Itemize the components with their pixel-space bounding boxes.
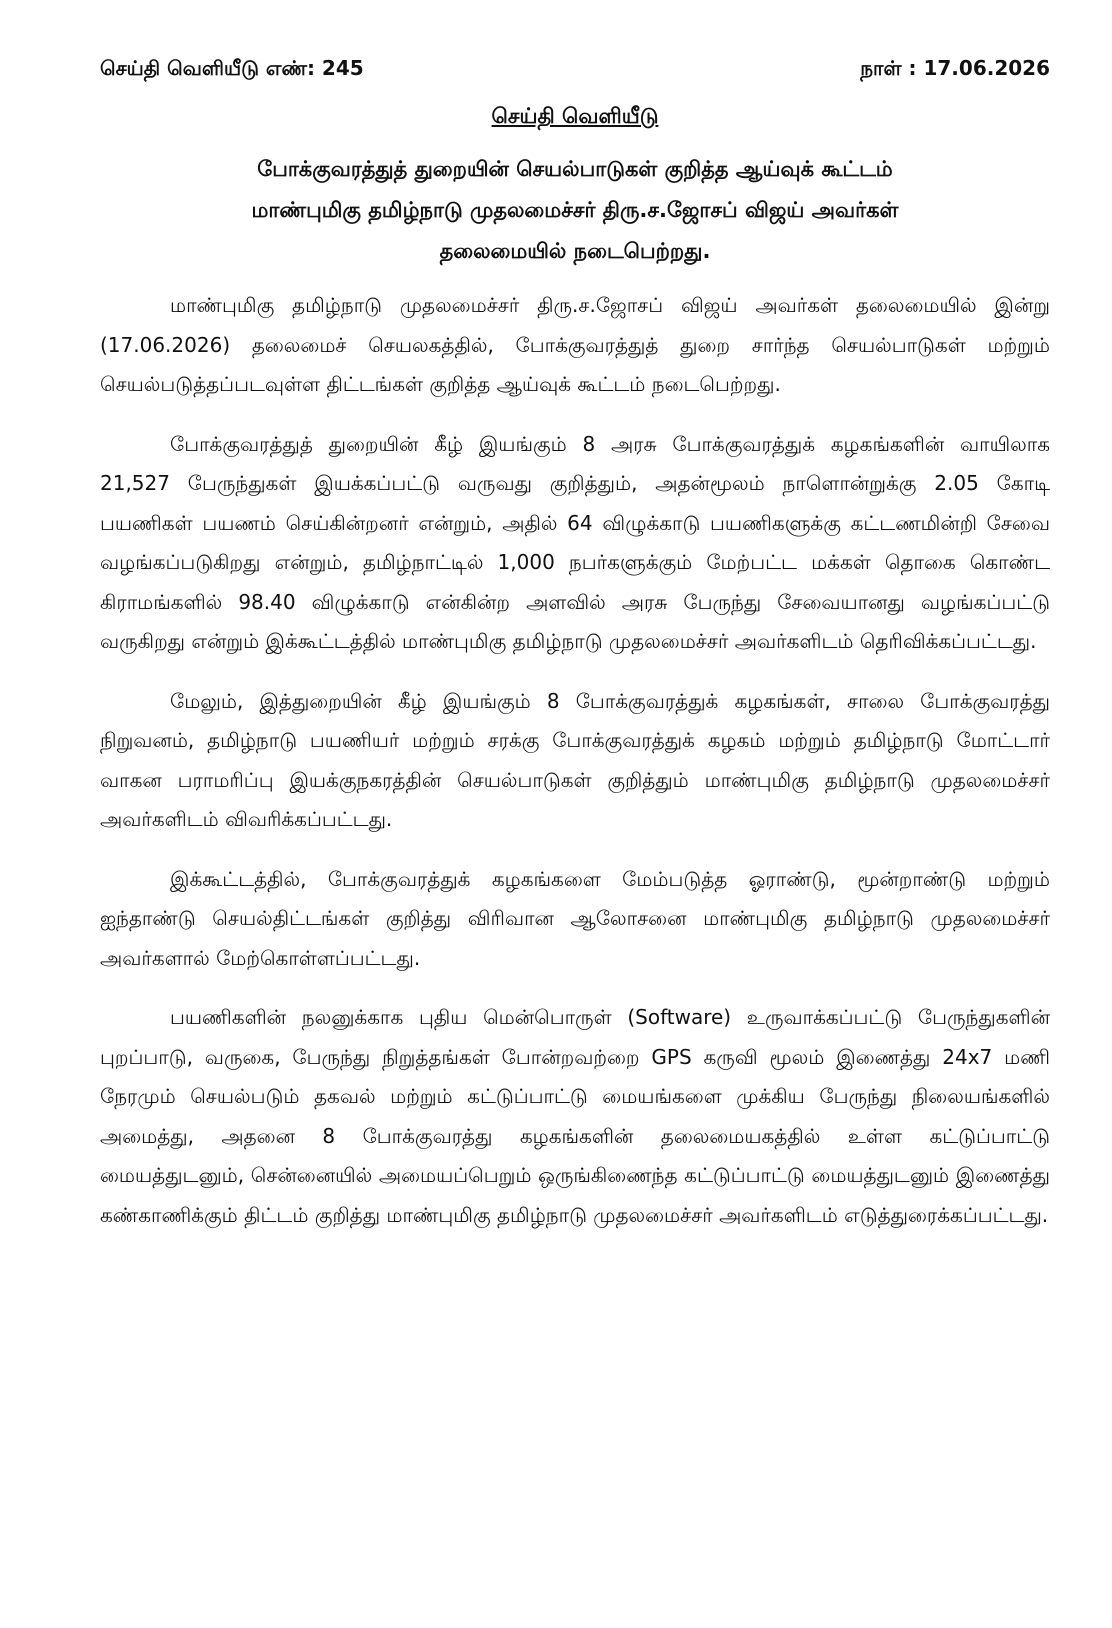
title-line: தலைமையில் நடைபெற்றது. bbox=[439, 239, 711, 263]
body-paragraph: மேலும், இத்துறையின் கீழ் இயங்கும் 8 போக்குவரத்துக் கழகங்கள், சாலை போக்குவரத்து நிறுவனம், தமிழ்நாடு பயணியர் மற்றும் சரக்கு போக்குவரத்துக் கழகம் மற்றும் தமிழ்நாடு மோட்டார் வாகன பராமரிப்பு இயக்குநகரத்தின் செயல்பாடுகள் குறித்தும் மாண்புமிகு தமிழ்நாடு முதலமைச்சர் அவர்களிடம் விவரிக்கப்பட்டது. bbox=[100, 688, 1050, 831]
title-line: போக்குவரத்துத் துறையின் செயல்பாடுகள் குறித்த ஆய்வுக் கூட்டம் bbox=[257, 157, 893, 181]
body-paragraph: பயணிகளின் நலனுக்காக புதிய மென்பொருள் (Software) உருவாக்கப்பட்டு பேருந்துகளின் புறப்பாடு, வருகை, பேருந்து நிறுத்தங்கள் போன்றவற்றை GPS கருவி மூலம் இணைத்து 24x7 மணி நேரமும் செயல்படும் தகவல் மற்றும் கட்டுப்பாட்டு மையங்களை முக்கிய பேருந்து நிலையங்களில் அமைத்து, அதனை 8 போக்குவரத்து கழகங்களின் தலைமையகத்தில் உள்ள கட்டுப்பாட்டு மையத்துடனும், சென்னையில் அமையப்பெறும் ஒருங்கிணைந்த கட்டுப்பாட்டு மையத்துடனும் இணைத்து கண்காணிக்கும் திட்டம் குறித்து மாண்புமிகு தமிழ்நாடு முதலமைச்சர் அவர்களிடம் எடுத்துரைக்கப்பட்டது. bbox=[100, 1005, 1050, 1227]
document-title bbox=[100, 149, 1050, 272]
body-paragraph: போக்குவரத்துத் துறையின் கீழ் இயங்கும் 8 அரசு போக்குவரத்துக் கழகங்களின் வாயிலாக 21,527 பேருந்துகள் இயக்கப்பட்டு வருவது குறித்தும், அதன்மூலம் நாளொன்றுக்கு 2.05 கோடி பயணிகள் பயணம் செய்கின்றனர் என்றும், அதில் 64 விழுக்காடு பயணிகளுக்கு கட்டணமின்றி சேவை வழங்கப்படுகிறது என்றும், தமிழ்நாட்டில் 1,000 நபர்களுக்கும் மேற்பட்ட மக்கள் தொகை கொண்ட கிராமங்களில் 98.40 விழுக்காடு என்கின்ற அளவில் அரசு பேருந்து சேவையானது வழங்கப்பட்டு வருகிறது என்றும் இக்கூட்டத்தில் மாண்புமிகு தமிழ்நாடு முதலமைச்சர் அவர்களிடம் தெரிவிக்கப்பட்டது. bbox=[100, 431, 1050, 653]
body-paragraph: மாண்புமிகு தமிழ்நாடு முதலமைச்சர் திரு.ச.ஜோசப் விஜய் அவர்கள் தலைமையில் இன்று (17.06.2026) தலைமைச் செயலகத்தில், போக்குவரத்துத் துறை சார்ந்த செயல்பாடுகள் மற்றும் செயல்படுத்தப்படவுள்ள திட்டங்கள் குறித்த ஆய்வுக் கூட்டம் நடைபெற்றது. bbox=[100, 293, 1050, 396]
release-date: நாள் : 17.06.2026 bbox=[860, 56, 1050, 80]
document-heading: செய்தி வெளியீடு bbox=[491, 104, 659, 128]
release-number: செய்தி வெளியீடு எண்: 245 bbox=[100, 56, 364, 80]
body-paragraph: இக்கூட்டத்தில், போக்குவரத்துக் கழகங்களை மேம்படுத்த ஓராண்டு, மூன்றாண்டு மற்றும் ஐந்தாண்டு செயல்திட்டங்கள் குறித்து விரிவான ஆலோசனை மாண்புமிகு தமிழ்நாடு முதலமைச்சர் அவர்களால் மேற்கொள்ளப்பட்டது. bbox=[100, 866, 1050, 970]
header-row bbox=[100, 56, 1050, 88]
title-line: மாண்புமிகு தமிழ்நாடு முதலமைச்சர் திரு.ச.ஜோசப் விஜய் அவர்கள் bbox=[251, 198, 899, 222]
